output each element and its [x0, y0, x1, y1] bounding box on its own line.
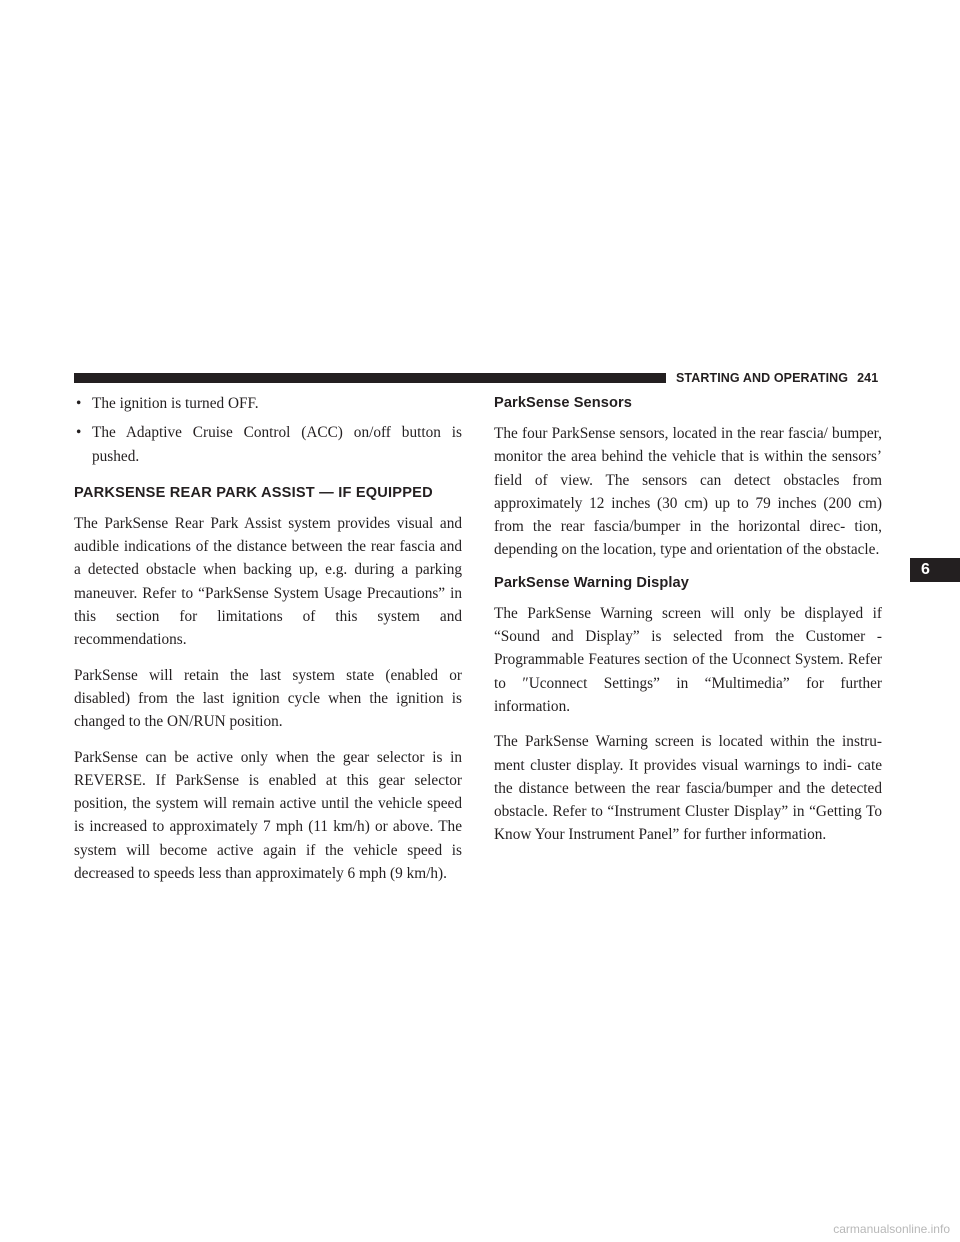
paragraph: ParkSense can be active only when the gear selector is in REVERSE. If ParkSense is enabled at this gear selector position, the system will remain active until the vehicle speed is increased to approximately 7 mph (11 km/h) or above. The system will become active again if the vehicle speed is decreased to speeds less than approximately 6 mph (9 km/h). [74, 748, 462, 883]
watermark: carmanualsonline.info [833, 1222, 950, 1236]
paragraph: The ParkSense Warning screen is located within the instru- ment cluster display. It provides visual warnings to indi- cate the distance between the rear fascia/bumper and the detected obstacle. Refer to “Instrument Cluster Display” in “Getting To Know Your Instrument Panel” for further information. [494, 733, 882, 844]
paragraph: The ParkSense Rear Park Assist system provides visual and audible indications of the distance between the rear fascia and a detected obstacle when backing up, e.g. during a parking maneuver. Refer to “ParkSense System Usage Precautions” in this section for limitations of this system and recommendations. [74, 514, 462, 649]
bullet-icon: • [76, 395, 82, 412]
bullet-text: The Adaptive Cruise Control (ACC) on/off button is pushed. [92, 424, 462, 465]
subsection-heading: ParkSense Sensors [494, 395, 632, 411]
bullet-item [74, 392, 462, 415]
section-heading: PARKSENSE REAR PARK ASSIST — IF EQUIPPED [74, 484, 433, 501]
page-number: 241 [857, 371, 879, 385]
section-title: STARTING AND OPERATING [676, 371, 849, 385]
header-rule [74, 373, 666, 383]
paragraph: The four ParkSense sensors, located in the rear fascia/ bumper, monitor the area behind the vehicle that is within the sensors’ field of view. The sensors can detect obstacles from approximately 12 inches (30 cm) up to 79 inches (200 cm) from the rear fascia/bumper in the horizontal direc- tion, depending on the location, type and orientation of the obstacle. [494, 425, 882, 559]
bullet-item [74, 421, 462, 468]
left-column [74, 392, 462, 885]
bullet-text: The ignition is turned OFF. [92, 395, 259, 412]
right-column [494, 392, 882, 847]
paragraph: The ParkSense Warning screen will only be displayed if “Sound and Display” is selected from the Customer - Programmable Features section of the Uconnect System. Refer to ″Uconnect Settings” in “Multimedia” for further information. [494, 604, 882, 715]
bullet-icon: • [76, 424, 82, 442]
subsection-heading: ParkSense Warning Display [494, 574, 689, 591]
paragraph: ParkSense will retain the last system state (enabled or disabled) from the last ignition cycle when the ignition is changed to the ON/RUN position. [74, 666, 462, 731]
chapter-tab: 6 [910, 558, 960, 582]
running-header [676, 369, 886, 387]
